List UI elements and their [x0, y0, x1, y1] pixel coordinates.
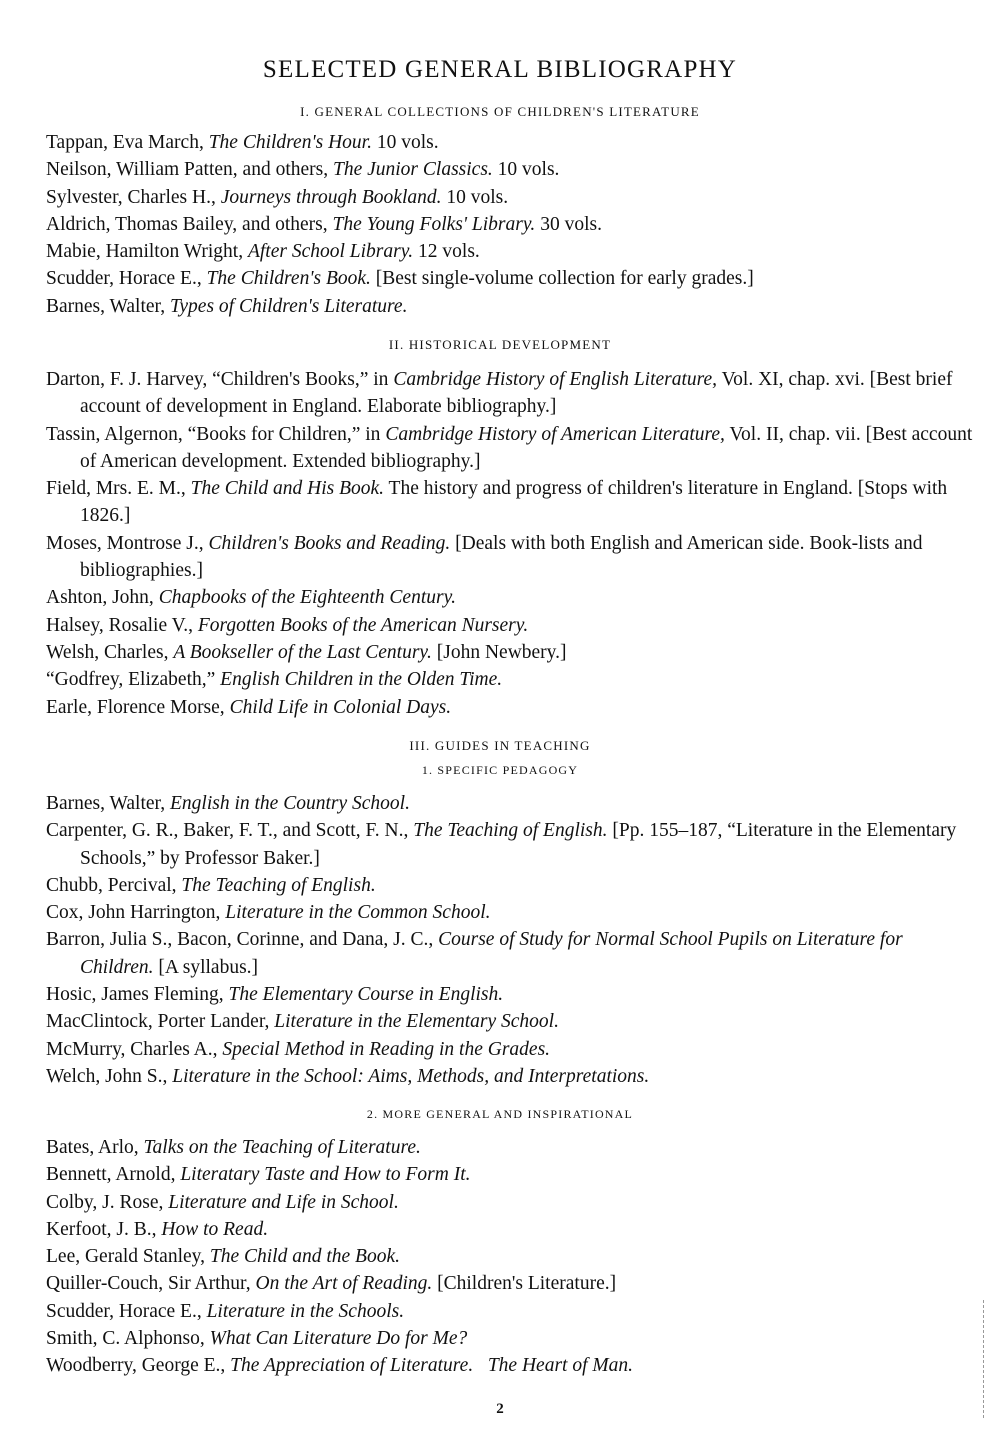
bibliography-entry: Field, Mrs. E. M., The Child and His Book. The history and progress of children's literature in England. [Stops with 1826.]	[46, 478, 948, 527]
bibliography-entry: “Godfrey, Elizabeth,” English Children in the Olden Time.	[46, 669, 503, 691]
bibliography-entry: MacClintock, Porter Lander, Literature in the Elementary School.	[46, 1011, 559, 1033]
bibliography-entry: Moses, Montrose J., Children's Books and Reading. [Deals with both English and American side. Book-lists and bibliographies.]	[46, 532, 923, 582]
bibliography-entry: Lee, Gerald Stanley, The Child and the Book.	[46, 1246, 400, 1268]
bibliography-entry: Darton, F. J. Harvey, “Children's Books,” in Cambridge History of English Literature, Vol. XI, chap. xvi. [Best brief account of development in England. Elaborate bibliography.]	[46, 369, 953, 418]
section-heading-3: III. GUIDES IN TEACHING	[409, 738, 591, 753]
subsection-heading-general-inspirational: 2. MORE GENERAL AND INSPIRATIONAL	[366, 1107, 634, 1121]
section-1-list	[46, 129, 974, 320]
bibliography-entry: Colby, J. Rose, Literature and Life in School.	[46, 1191, 399, 1213]
section-heading-1: I. GENERAL COLLECTIONS OF CHILDREN'S LITERATURE	[300, 104, 700, 119]
bibliography-entry: Welsh, Charles, A Bookseller of the Last Century. [John Newbery.]	[46, 641, 567, 663]
bibliography-entry: Tappan, Eva March, The Children's Hour. 10 vols.	[46, 132, 439, 153]
scan-edge-mark	[983, 1300, 984, 1418]
bibliography-entry: Hosic, James Fleming, The Elementary Course in English.	[46, 984, 504, 1006]
bibliography-entry: Ashton, John, Chapbooks of the Eighteenth Century.	[46, 587, 457, 609]
bibliography-entry: Neilson, William Patten, and others, The Junior Classics. 10 vols.	[46, 159, 560, 181]
bibliography-entry: Barnes, Walter, Types of Children's Literature.	[46, 295, 408, 317]
bibliography-entry: Sylvester, Charles H., Journeys through Bookland. 10 vols.	[46, 186, 509, 208]
page-title: SELECTED GENERAL BIBLIOGRAPHY	[262, 56, 738, 83]
section-3-1-list	[46, 790, 974, 1090]
bibliography-entry: Barnes, Walter, English in the Country School.	[46, 793, 410, 814]
bibliography-entry: Cox, John Harrington, Literature in the Common School.	[46, 902, 491, 924]
bibliography-entry: Chubb, Percival, The Teaching of English.	[46, 874, 376, 896]
bibliography-entry: Woodberry, George E., The Appreciation of Literature. The Heart of Man.	[46, 1355, 633, 1377]
bibliography-entry: Tassin, Algernon, “Books for Children,” in Cambridge History of American Literature, Vol. II, chap. vii. [Best account of American development. Extended bibliography.]	[46, 423, 973, 472]
bibliography-entry: Scudder, Horace E., The Children's Book. [Best single-volume collection for early grades.]	[46, 268, 754, 290]
bibliography-entry: Scudder, Horace E., Literature in the Schools.	[46, 1300, 405, 1322]
subsection-heading-specific-pedagogy: 1. SPECIFIC PEDAGOGY	[421, 763, 579, 777]
section-heading-2: II. HISTORICAL DEVELOPMENT	[388, 337, 612, 352]
bibliography-entry: Kerfoot, J. B., How to Read.	[46, 1218, 269, 1240]
bibliography-entry: Aldrich, Thomas Bailey, and others, The Young Folks' Library. 30 vols.	[46, 213, 602, 235]
bibliography-entry: Bates, Arlo, Talks on the Teaching of Literature.	[46, 1137, 421, 1158]
section-2-list	[46, 366, 974, 721]
bibliography-entry: Earle, Florence Morse, Child Life in Colonial Days.	[46, 696, 452, 718]
bibliography-entry: Welch, John S., Literature in the School: Aims, Methods, and Interpretations.	[46, 1065, 650, 1087]
bibliography-entry: Mabie, Hamilton Wright, After School Library. 12 vols.	[46, 241, 480, 263]
bibliography-entry: Smith, C. Alphonso, What Can Literature Do for Me?	[46, 1328, 468, 1350]
page-number: 2	[496, 1401, 504, 1417]
bibliography-entry: Bennett, Arnold, Literatary Taste and How to Form It.	[46, 1164, 471, 1186]
bibliography-entry: Carpenter, G. R., Baker, F. T., and Scott, F. N., The Teaching of English. [Pp. 155–187, “Literature in the Elementary Schools,” by Professor Baker.]	[46, 820, 957, 869]
bibliography-entry: McMurry, Charles A., Special Method in Reading in the Grades.	[46, 1038, 551, 1060]
bibliography-entry: Barron, Julia S., Bacon, Corinne, and Dana, J. C., Course of Study for Normal School Pupils on Literature for Children. [A syllabus.]	[46, 929, 903, 978]
bibliography-entry: Quiller-Couch, Sir Arthur, On the Art of Reading. [Children's Literature.]	[46, 1273, 617, 1295]
bibliography-entry: Halsey, Rosalie V., Forgotten Books of the American Nursery.	[46, 614, 529, 636]
section-3-2-list	[46, 1134, 974, 1380]
